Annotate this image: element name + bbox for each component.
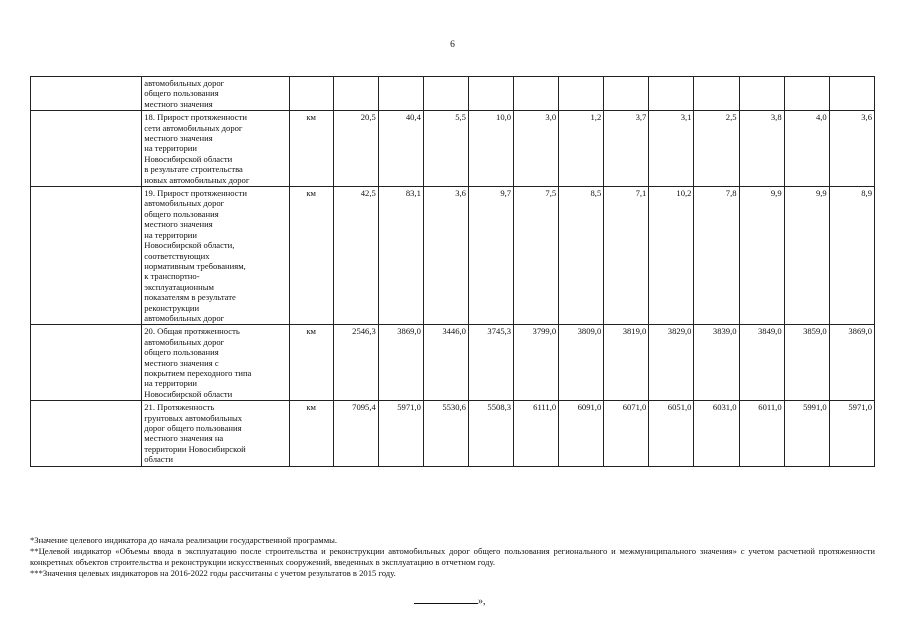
table-body (31, 77, 875, 467)
value-cell: 3,8 (739, 111, 784, 187)
indicator-name-line: автомобильных дорог (144, 198, 225, 209)
value-cell (829, 77, 874, 111)
value-cell: 3,6 (829, 111, 874, 187)
indicator-name-line: соответствующих (144, 250, 210, 261)
value-cell (514, 77, 559, 111)
value-cell (649, 77, 694, 111)
value-cell (378, 77, 423, 111)
value-cell: 83,1 (378, 187, 423, 325)
value-cell: 3,6 (423, 187, 468, 325)
value-cell (739, 77, 784, 111)
indicator-name-line: реконструкции (144, 302, 200, 313)
value-cell: 3809,0 (559, 325, 604, 401)
table-row (31, 111, 875, 187)
value-cell (784, 77, 829, 111)
indicator-name-line: грунтовых автомобильных (144, 412, 243, 423)
indicator-name-line: эксплуатационным (144, 281, 214, 292)
unit-cell: км (289, 187, 333, 325)
table-row (31, 325, 875, 401)
page-number: 6 (450, 40, 455, 50)
value-cell: 6111,0 (514, 401, 559, 466)
table-row (31, 401, 875, 466)
indicator-name-line: местного значения на (144, 433, 224, 444)
value-cell (468, 77, 513, 111)
value-cell: 3829,0 (649, 325, 694, 401)
indicator-name-line: на территории (144, 378, 198, 389)
value-cell: 5971,0 (829, 401, 874, 466)
table-row (31, 77, 875, 111)
value-cell: 8,5 (559, 187, 604, 325)
indicator-name-line: Новосибирской области, (144, 240, 235, 251)
indicator-name-cell (142, 187, 289, 325)
value-cell: 9,7 (468, 187, 513, 325)
indicator-name-line: 20. Общая протяженность (144, 326, 240, 337)
value-cell: 6071,0 (604, 401, 649, 466)
indicator-name-line: на территории (144, 143, 198, 154)
footnote-2: **Целевой индикатор «Объемы ввода в эксплуатацию после строительства и реконструкции автомобильных дорог общего пользования регионального и межмуниципального значения» с учетом расчетной протяженности конкретных объектов строительства и реконструкции искусственных сооружений, введенных в эксплуатацию в отчетном году. (30, 546, 875, 567)
indicators-table (30, 76, 875, 467)
value-cell: 5530,6 (423, 401, 468, 466)
value-cell: 2546,3 (333, 325, 378, 401)
value-cell (559, 77, 604, 111)
indicator-name-line: сети автомобильных дорог (144, 122, 243, 133)
indicator-name-line: 18. Прирост протяженности (144, 112, 247, 123)
indicator-name-line: на территории (144, 229, 198, 240)
indicator-name-cell (142, 325, 289, 401)
value-cell: 6011,0 (739, 401, 784, 466)
value-cell: 10,2 (649, 187, 694, 325)
indicator-name-cell (142, 401, 289, 466)
indicator-name-line: дорог общего пользования (144, 423, 242, 433)
footnotes (30, 535, 875, 579)
value-cell: 6091,0 (559, 401, 604, 466)
indicator-name-line: Новосибирской области (144, 153, 233, 164)
value-cell: 1,2 (559, 111, 604, 187)
closing-mark (414, 594, 486, 607)
value-cell: 8,9 (829, 187, 874, 325)
value-cell: 3869,0 (378, 325, 423, 401)
value-cell (423, 77, 468, 111)
indicator-name-line: территории Новосибирской (144, 443, 246, 454)
value-cell: 9,9 (784, 187, 829, 325)
indicator-name-cell (142, 111, 289, 187)
value-cell: 5,5 (423, 111, 468, 187)
value-cell (694, 77, 739, 111)
unit-cell: км (289, 401, 333, 466)
indicator-name-line: показателям в результате (144, 292, 236, 303)
value-cell: 3,0 (514, 111, 559, 187)
value-cell: 9,9 (739, 187, 784, 325)
value-cell: 3745,3 (468, 325, 513, 401)
value-cell: 4,0 (784, 111, 829, 187)
indicator-name-line: Новосибирской области (144, 388, 233, 399)
indicator-name-line: 21. Протяженность (144, 402, 215, 413)
indicator-name-line: автомобильных дорог (144, 78, 225, 88)
blank-cell (31, 187, 142, 325)
value-cell: 5971,0 (378, 401, 423, 466)
value-cell: 7,5 (514, 187, 559, 325)
blank-cell (31, 111, 142, 187)
value-cell: 7,1 (604, 187, 649, 325)
blank-cell (31, 401, 142, 466)
indicator-name-line: общего пользования (144, 208, 219, 219)
indicator-name-line: новых автомобильных дорог (144, 174, 250, 185)
value-cell: 5991,0 (784, 401, 829, 466)
indicator-name-line: нормативным требованиям, (144, 260, 246, 271)
blank-cell (31, 77, 142, 111)
unit-cell (289, 77, 333, 111)
value-cell: 6051,0 (649, 401, 694, 466)
table-row (31, 187, 875, 325)
value-cell: 40,4 (378, 111, 423, 187)
blank-line (414, 594, 478, 604)
indicator-name-line: местного значения (144, 98, 213, 109)
indicator-name-cell (142, 77, 289, 111)
footnote-1: *Значение целевого индикатора до начала реализации государственной программы. (30, 535, 338, 545)
indicator-name-line: к транспортно- (144, 271, 200, 282)
indicator-name-line: 19. Прирост протяженности (144, 188, 247, 199)
value-cell: 3819,0 (604, 325, 649, 401)
value-cell: 2,5 (694, 111, 739, 187)
value-cell: 3869,0 (829, 325, 874, 401)
value-cell: 6031,0 (694, 401, 739, 466)
value-cell: 20,5 (333, 111, 378, 187)
value-cell (604, 77, 649, 111)
value-cell: 7095,4 (333, 401, 378, 466)
value-cell: 5508,3 (468, 401, 513, 466)
indicator-name-line: общего пользования (144, 347, 219, 358)
value-cell: 3,1 (649, 111, 694, 187)
indicator-name-line: местного значения (144, 219, 213, 230)
indicator-name-line: области (144, 454, 173, 465)
unit-cell: км (289, 325, 333, 401)
value-cell: 3839,0 (694, 325, 739, 401)
value-cell: 3849,0 (739, 325, 784, 401)
value-cell: 7,8 (694, 187, 739, 325)
value-cell: 10,0 (468, 111, 513, 187)
value-cell: 3446,0 (423, 325, 468, 401)
value-cell (333, 77, 378, 111)
value-cell: 42,5 (333, 187, 378, 325)
value-cell: 3859,0 (784, 325, 829, 401)
value-cell: 3,7 (604, 111, 649, 187)
indicator-name-line: автомобильных дорог (144, 312, 225, 323)
footnote-3: ***Значения целевых индикаторов на 2016-2022 годы рассчитаны с учетом результатов в 2015 году. (30, 568, 396, 578)
indicator-name-line: общего пользования (144, 88, 219, 99)
value-cell: 3799,0 (514, 325, 559, 401)
indicator-name-line: автомобильных дорог (144, 336, 225, 347)
indicator-name-line: в результате строительства (144, 164, 243, 175)
indicator-name-line: местного значения с (144, 357, 219, 368)
unit-cell: км (289, 111, 333, 187)
indicator-name-line: покрытием переходного типа (144, 367, 252, 378)
closing-quote: », (478, 596, 486, 607)
indicator-name-line: местного значения (144, 133, 213, 144)
blank-cell (31, 325, 142, 401)
